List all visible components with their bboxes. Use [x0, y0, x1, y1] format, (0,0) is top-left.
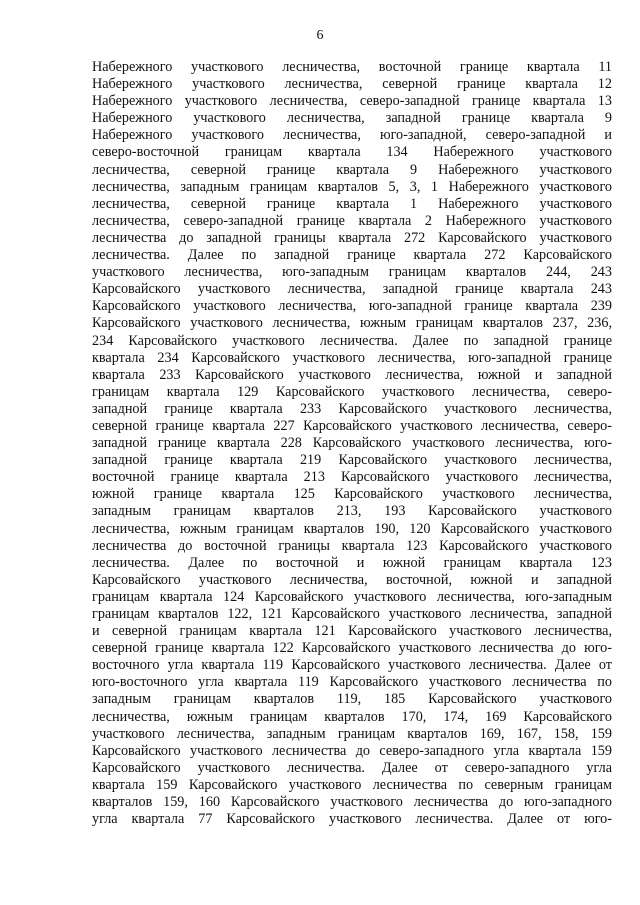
text-line: Набережного участкового лесничества, западной границе квартала 9 — [92, 110, 612, 127]
text-line: квартала 233 Карсовайского участкового лесничества, южной и западной — [92, 366, 612, 383]
text-line: 234 Карсовайского участкового лесничества. Далее по западной границе — [92, 332, 612, 349]
text-line: участкового лесничества, западным границам кварталов 169, 167, 158, 159 — [92, 725, 612, 742]
page-number: 6 — [316, 28, 324, 43]
text-line: западной границе квартала 219 Карсовайского участкового лесничества, — [92, 452, 612, 469]
text-line: западным границам кварталов 119, 185 Карсовайского участкового — [92, 691, 612, 708]
text-line: восточного угла квартала 119 Карсовайского участкового лесничества. Далее от — [92, 657, 612, 674]
text-line: Набережного участкового лесничества, северо-западной границе квартала 13 — [92, 93, 612, 110]
text-line: угла квартала 77 Карсовайского участкового лесничества. Далее от юго- — [92, 811, 612, 828]
document-body-text — [92, 59, 612, 828]
text-line: северо-восточной границам квартала 134 Набережного участкового — [92, 144, 612, 161]
text-line: границам квартала 124 Карсовайского участкового лесничества, юго-западным — [92, 588, 612, 605]
text-line: лесничества. Далее по восточной и южной границам квартала 123 — [92, 554, 612, 571]
text-line: южной границе квартала 125 Карсовайского участкового лесничества, — [92, 486, 612, 503]
text-line: лесничества, южным границам кварталов 190, 120 Карсовайского участкового — [92, 520, 612, 537]
text-line: западной границе квартала 233 Карсовайского участкового лесничества, — [92, 400, 612, 417]
text-line: квартала 234 Карсовайского участкового лесничества, юго-западной границе — [92, 349, 612, 366]
text-line: границам квартала 129 Карсовайского участкового лесничества, северо- — [92, 383, 612, 400]
text-line: Набережного участкового лесничества, восточной границе квартала 11 — [92, 59, 612, 75]
text-line: границам кварталов 122, 121 Карсовайского участкового лесничества, западной — [92, 606, 612, 622]
text-line: лесничества, северной границе квартала 1 Набережного участкового — [92, 195, 612, 212]
text-line: и северной границам квартала 121 Карсовайского участкового лесничества, — [92, 623, 612, 640]
text-line: Карсовайского участкового лесничества. Далее от северо-западного угла — [92, 759, 612, 776]
text-line: Набережного участкового лесничества, юго-западной, северо-западной и — [92, 127, 612, 144]
text-line: северной границе квартала 122 Карсовайского участкового лесничества до юго- — [92, 640, 612, 657]
text-line: лесничества до восточной границы квартала 123 Карсовайского участкового — [92, 537, 612, 554]
text-line: Карсовайского участкового лесничества, юго-западной границе квартала 239 — [92, 298, 612, 315]
text-line: Карсовайского участкового лесничества, западной границе квартала 243 — [92, 281, 612, 298]
text-line: кварталов 159, 160 Карсовайского участкового лесничества до юго-западного — [92, 794, 612, 811]
text-line: северной границе квартала 227 Карсовайского участкового лесничества, северо- — [92, 417, 612, 434]
text-line: западным границам кварталов 213, 193 Карсовайского участкового — [92, 503, 612, 520]
text-line: западной границе квартала 228 Карсовайского участкового лесничества, юго- — [92, 435, 612, 452]
text-line: лесничества до западной границы квартала 272 Карсовайского участкового — [92, 229, 612, 246]
text-line: участкового лесничества, юго-западным границам кварталов 244, 243 — [92, 264, 612, 281]
text-line: квартала 159 Карсовайского участкового лесничества по северным границам — [92, 776, 612, 793]
text-line: юго-восточного угла квартала 119 Карсовайского участкового лесничества по — [92, 674, 612, 691]
text-line: Карсовайского участкового лесничества до северо-западного угла квартала 159 — [92, 742, 612, 759]
text-line: лесничества. Далее по западной границе квартала 272 Карсовайского — [92, 247, 612, 264]
text-line: Карсовайского участкового лесничества, восточной, южной и западной — [92, 571, 612, 588]
text-line: восточной границе квартала 213 Карсовайского участкового лесничества, — [92, 469, 612, 486]
text-line: Набережного участкового лесничества, северной границе квартала 12 — [92, 76, 612, 93]
text-line: лесничества, северо-западной границе квартала 2 Набережного участкового — [92, 212, 612, 229]
text-line: лесничества, южным границам кварталов 170, 174, 169 Карсовайского — [92, 708, 612, 725]
text-line: лесничества, северной границе квартала 9 Набережного участкового — [92, 161, 612, 178]
text-line: Карсовайского участкового лесничества, южным границам кварталов 237, 236, — [92, 315, 612, 332]
text-line: лесничества, западным границам кварталов 5, 3, 1 Набережного участкового — [92, 178, 612, 195]
